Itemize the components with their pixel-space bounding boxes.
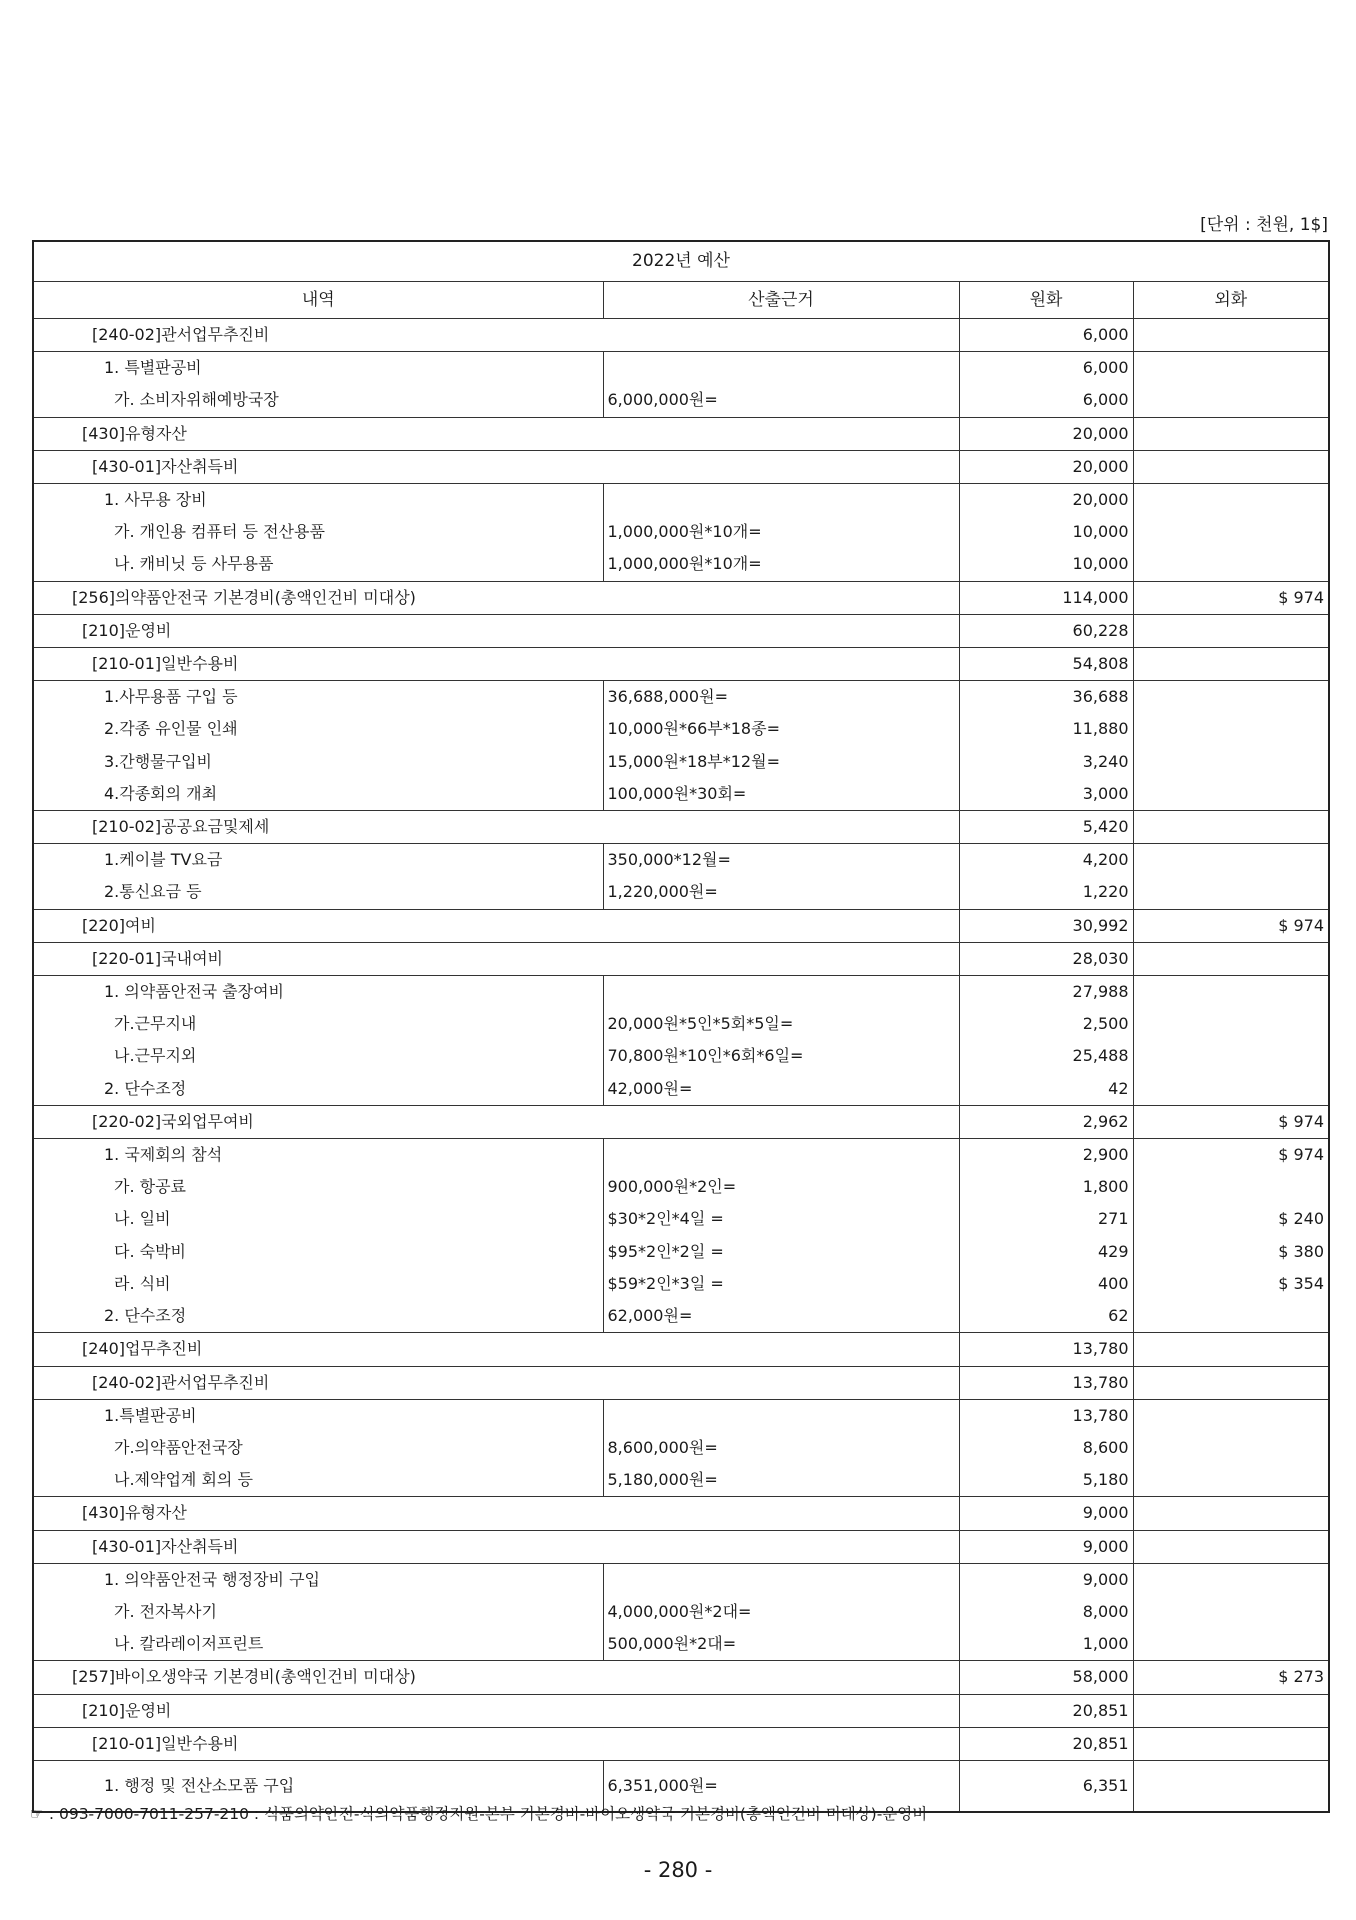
row-label: [210-01]일반수용비 bbox=[33, 648, 959, 681]
table-row bbox=[33, 1399, 1329, 1432]
table-row bbox=[33, 1203, 1329, 1235]
row-foreign-amount bbox=[1133, 1628, 1329, 1661]
row-basis: 6,351,000원= bbox=[603, 1760, 959, 1812]
row-krw-amount: 28,030 bbox=[959, 942, 1133, 975]
row-label: 2.통신요금 등 bbox=[33, 876, 603, 909]
row-basis: $59*2인*3일 = bbox=[603, 1268, 959, 1300]
row-label: 1.특별판공비 bbox=[33, 1399, 603, 1432]
row-foreign-amount bbox=[1133, 1040, 1329, 1072]
row-foreign-amount: $ 380 bbox=[1133, 1236, 1329, 1268]
row-basis bbox=[603, 484, 959, 517]
table-row bbox=[33, 1366, 1329, 1399]
row-foreign-amount bbox=[1133, 1727, 1329, 1760]
table-row bbox=[33, 1464, 1329, 1497]
row-foreign-amount bbox=[1133, 1530, 1329, 1563]
row-foreign-amount bbox=[1133, 811, 1329, 844]
table-row bbox=[33, 1236, 1329, 1268]
row-foreign-amount bbox=[1133, 1008, 1329, 1040]
table-row bbox=[33, 319, 1329, 352]
table-row bbox=[33, 1563, 1329, 1596]
row-label: 1.케이블 TV요금 bbox=[33, 844, 603, 877]
row-label: 라. 식비 bbox=[33, 1268, 603, 1300]
row-foreign-amount bbox=[1133, 548, 1329, 581]
row-basis: 8,600,000원= bbox=[603, 1432, 959, 1464]
row-basis: 1,000,000원*10개= bbox=[603, 548, 959, 581]
table-row bbox=[33, 352, 1329, 385]
row-basis bbox=[603, 1563, 959, 1596]
row-foreign-amount: $ 273 bbox=[1133, 1661, 1329, 1694]
row-label: [240]업무추진비 bbox=[33, 1333, 959, 1366]
row-foreign-amount bbox=[1133, 681, 1329, 714]
row-krw-amount: 13,780 bbox=[959, 1333, 1133, 1366]
row-krw-amount: 114,000 bbox=[959, 581, 1133, 614]
row-krw-amount: 58,000 bbox=[959, 1661, 1133, 1694]
row-krw-amount: 6,000 bbox=[959, 384, 1133, 417]
row-label: 1. 국제회의 참석 bbox=[33, 1139, 603, 1172]
table-row bbox=[33, 909, 1329, 942]
row-label: 가. 항공료 bbox=[33, 1171, 603, 1203]
row-label: 나. 일비 bbox=[33, 1203, 603, 1235]
row-label: 나.제약업계 회의 등 bbox=[33, 1464, 603, 1497]
table-row bbox=[33, 1727, 1329, 1760]
row-foreign-amount: $ 974 bbox=[1133, 1105, 1329, 1138]
row-basis: 5,180,000원= bbox=[603, 1464, 959, 1497]
table-row bbox=[33, 384, 1329, 417]
row-krw-amount: 20,000 bbox=[959, 417, 1133, 450]
row-foreign-amount: $ 240 bbox=[1133, 1203, 1329, 1235]
row-krw-amount: 5,180 bbox=[959, 1464, 1133, 1497]
row-krw-amount: 11,880 bbox=[959, 713, 1133, 745]
row-label: [240-02]관서업무추진비 bbox=[33, 1366, 959, 1399]
row-krw-amount: 8,600 bbox=[959, 1432, 1133, 1464]
row-label: 가.근무지내 bbox=[33, 1008, 603, 1040]
row-krw-amount: 13,780 bbox=[959, 1366, 1133, 1399]
row-basis: 42,000원= bbox=[603, 1073, 959, 1106]
row-basis bbox=[603, 352, 959, 385]
row-foreign-amount bbox=[1133, 1333, 1329, 1366]
row-basis: 100,000원*30회= bbox=[603, 778, 959, 811]
row-krw-amount: 10,000 bbox=[959, 548, 1133, 581]
row-foreign-amount: $ 354 bbox=[1133, 1268, 1329, 1300]
row-label: [257]바이오생약국 기본경비(총액인건비 미대상) bbox=[33, 1661, 959, 1694]
table-row bbox=[33, 1008, 1329, 1040]
header-foreign: 외화 bbox=[1133, 282, 1329, 319]
row-krw-amount: 20,851 bbox=[959, 1694, 1133, 1727]
row-foreign-amount bbox=[1133, 1073, 1329, 1106]
row-krw-amount: 36,688 bbox=[959, 681, 1133, 714]
row-krw-amount: 2,900 bbox=[959, 1139, 1133, 1172]
row-basis bbox=[603, 976, 959, 1009]
table-row bbox=[33, 1333, 1329, 1366]
table-row bbox=[33, 1268, 1329, 1300]
row-label: [430-01]자산취득비 bbox=[33, 1530, 959, 1563]
row-basis: 36,688,000원= bbox=[603, 681, 959, 714]
table-row bbox=[33, 1628, 1329, 1661]
row-foreign-amount bbox=[1133, 942, 1329, 975]
table-row bbox=[33, 548, 1329, 581]
row-krw-amount: 3,000 bbox=[959, 778, 1133, 811]
row-foreign-amount bbox=[1133, 352, 1329, 385]
row-label: 가. 전자복사기 bbox=[33, 1596, 603, 1628]
row-krw-amount: 2,500 bbox=[959, 1008, 1133, 1040]
table-row bbox=[33, 713, 1329, 745]
table-row bbox=[33, 811, 1329, 844]
row-krw-amount: 20,000 bbox=[959, 484, 1133, 517]
table-row bbox=[33, 1300, 1329, 1333]
row-krw-amount: 54,808 bbox=[959, 648, 1133, 681]
row-label: [430]유형자산 bbox=[33, 1497, 959, 1530]
row-krw-amount: 10,000 bbox=[959, 516, 1133, 548]
row-foreign-amount bbox=[1133, 746, 1329, 778]
row-krw-amount: 1,220 bbox=[959, 876, 1133, 909]
row-foreign-amount bbox=[1133, 1171, 1329, 1203]
row-foreign-amount bbox=[1133, 614, 1329, 647]
header-description: 내역 bbox=[33, 282, 603, 319]
row-krw-amount: 13,780 bbox=[959, 1399, 1133, 1432]
row-foreign-amount: $ 974 bbox=[1133, 909, 1329, 942]
table-row bbox=[33, 746, 1329, 778]
row-basis: 62,000원= bbox=[603, 1300, 959, 1333]
table-title: 2022년 예산 bbox=[33, 241, 1329, 282]
row-foreign-amount bbox=[1133, 1464, 1329, 1497]
table-row bbox=[33, 450, 1329, 483]
row-krw-amount: 25,488 bbox=[959, 1040, 1133, 1072]
row-krw-amount: 1,000 bbox=[959, 1628, 1133, 1661]
row-foreign-amount bbox=[1133, 1497, 1329, 1530]
table-row bbox=[33, 648, 1329, 681]
row-label: 다. 숙박비 bbox=[33, 1236, 603, 1268]
row-basis: 350,000*12월= bbox=[603, 844, 959, 877]
row-label: 1. 특별판공비 bbox=[33, 352, 603, 385]
row-krw-amount: 4,200 bbox=[959, 844, 1133, 877]
row-foreign-amount bbox=[1133, 1432, 1329, 1464]
row-basis: 4,000,000원*2대= bbox=[603, 1596, 959, 1628]
row-basis: $30*2인*4일 = bbox=[603, 1203, 959, 1235]
table-row bbox=[33, 681, 1329, 714]
row-foreign-amount bbox=[1133, 876, 1329, 909]
row-foreign-amount bbox=[1133, 778, 1329, 811]
row-foreign-amount bbox=[1133, 1596, 1329, 1628]
row-krw-amount: 30,992 bbox=[959, 909, 1133, 942]
row-foreign-amount bbox=[1133, 516, 1329, 548]
row-foreign-amount bbox=[1133, 1694, 1329, 1727]
row-basis: 900,000원*2인= bbox=[603, 1171, 959, 1203]
row-label: [256]의약품안전국 기본경비(총액인건비 미대상) bbox=[33, 581, 959, 614]
row-label: 1.사무용품 구입 등 bbox=[33, 681, 603, 714]
row-foreign-amount bbox=[1133, 1563, 1329, 1596]
table-row bbox=[33, 417, 1329, 450]
row-basis bbox=[603, 1399, 959, 1432]
row-krw-amount: 5,420 bbox=[959, 811, 1133, 844]
row-label: 2.각종 유인물 인쇄 bbox=[33, 713, 603, 745]
row-foreign-amount bbox=[1133, 648, 1329, 681]
row-label: [430-01]자산취득비 bbox=[33, 450, 959, 483]
table-row bbox=[33, 484, 1329, 517]
table-row bbox=[33, 942, 1329, 975]
row-label: 2. 단수조정 bbox=[33, 1073, 603, 1106]
row-krw-amount: 42 bbox=[959, 1073, 1133, 1106]
row-foreign-amount: $ 974 bbox=[1133, 1139, 1329, 1172]
row-basis: 500,000원*2대= bbox=[603, 1628, 959, 1661]
row-label: [210]운영비 bbox=[33, 614, 959, 647]
table-row bbox=[33, 1661, 1329, 1694]
row-label: [210-02]공공요금및제세 bbox=[33, 811, 959, 844]
row-krw-amount: 9,000 bbox=[959, 1563, 1133, 1596]
row-krw-amount: 400 bbox=[959, 1268, 1133, 1300]
page-number: - 280 - bbox=[643, 1858, 713, 1882]
table-row bbox=[33, 1432, 1329, 1464]
row-krw-amount: 6,351 bbox=[959, 1760, 1133, 1812]
row-krw-amount: 1,800 bbox=[959, 1171, 1133, 1203]
row-foreign-amount bbox=[1133, 844, 1329, 877]
row-krw-amount: 2,962 bbox=[959, 1105, 1133, 1138]
table-row bbox=[33, 614, 1329, 647]
row-label: 2. 단수조정 bbox=[33, 1300, 603, 1333]
row-foreign-amount bbox=[1133, 713, 1329, 745]
row-basis: 70,800원*10인*6회*6일= bbox=[603, 1040, 959, 1072]
row-krw-amount: 429 bbox=[959, 1236, 1133, 1268]
row-krw-amount: 8,000 bbox=[959, 1596, 1133, 1628]
row-krw-amount: 60,228 bbox=[959, 614, 1133, 647]
row-foreign-amount bbox=[1133, 417, 1329, 450]
row-label: [430]유형자산 bbox=[33, 417, 959, 450]
row-label: 3.간행물구입비 bbox=[33, 746, 603, 778]
row-basis: 1,220,000원= bbox=[603, 876, 959, 909]
row-foreign-amount bbox=[1133, 1300, 1329, 1333]
table-row bbox=[33, 1694, 1329, 1727]
row-foreign-amount bbox=[1133, 484, 1329, 517]
row-basis: 10,000원*66부*18종= bbox=[603, 713, 959, 745]
row-label: 나. 칼라레이저프린트 bbox=[33, 1628, 603, 1661]
row-label: [210-01]일반수용비 bbox=[33, 1727, 959, 1760]
row-krw-amount: 20,000 bbox=[959, 450, 1133, 483]
row-basis: 6,000,000원= bbox=[603, 384, 959, 417]
header-krw: 원화 bbox=[959, 282, 1133, 319]
row-label: 나. 캐비닛 등 사무용품 bbox=[33, 548, 603, 581]
row-label: 가. 소비자위해예방국장 bbox=[33, 384, 603, 417]
row-label: [220-02]국외업무여비 bbox=[33, 1105, 959, 1138]
table-row bbox=[33, 1040, 1329, 1072]
table-row bbox=[33, 1530, 1329, 1563]
unit-note: [단위 : 천원, 1$] bbox=[1200, 215, 1328, 235]
table-row bbox=[33, 1073, 1329, 1106]
row-foreign-amount bbox=[1133, 1760, 1329, 1812]
table-row bbox=[33, 976, 1329, 1009]
row-label: 4.각종회의 개최 bbox=[33, 778, 603, 811]
row-krw-amount: 62 bbox=[959, 1300, 1133, 1333]
table-row bbox=[33, 1497, 1329, 1530]
row-label: [240-02]관서업무추진비 bbox=[33, 319, 959, 352]
row-label: [220-01]국내여비 bbox=[33, 942, 959, 975]
row-krw-amount: 27,988 bbox=[959, 976, 1133, 1009]
row-label: 1. 행정 및 전산소모품 구입 bbox=[33, 1760, 603, 1812]
row-krw-amount: 9,000 bbox=[959, 1497, 1133, 1530]
row-basis: 1,000,000원*10개= bbox=[603, 516, 959, 548]
row-foreign-amount bbox=[1133, 1399, 1329, 1432]
row-foreign-amount bbox=[1133, 384, 1329, 417]
footnote: ☞ : 093-7000-7011-257-210 : 식품의약안전-식의약품행정지원-본부 기본경비-바이오생약국 기본경비(총액인건비 미대상)-운영비 bbox=[30, 1805, 928, 1823]
row-label: 1. 의약품안전국 행정장비 구입 bbox=[33, 1563, 603, 1596]
table-row bbox=[33, 1596, 1329, 1628]
budget-body bbox=[33, 319, 1329, 1812]
row-basis bbox=[603, 1139, 959, 1172]
table-row bbox=[33, 1171, 1329, 1203]
row-foreign-amount bbox=[1133, 450, 1329, 483]
table-row bbox=[33, 516, 1329, 548]
row-krw-amount: 20,851 bbox=[959, 1727, 1133, 1760]
row-krw-amount: 6,000 bbox=[959, 319, 1133, 352]
table-row bbox=[33, 844, 1329, 877]
row-krw-amount: 9,000 bbox=[959, 1530, 1133, 1563]
row-label: 가.의약품안전국장 bbox=[33, 1432, 603, 1464]
row-label: 가. 개인용 컴퓨터 등 전산용품 bbox=[33, 516, 603, 548]
table-row bbox=[33, 1105, 1329, 1138]
table-row bbox=[33, 876, 1329, 909]
table-row bbox=[33, 778, 1329, 811]
row-krw-amount: 271 bbox=[959, 1203, 1133, 1235]
row-label: [210]운영비 bbox=[33, 1694, 959, 1727]
row-foreign-amount bbox=[1133, 319, 1329, 352]
table-row bbox=[33, 1139, 1329, 1172]
row-label: 1. 사무용 장비 bbox=[33, 484, 603, 517]
budget-table bbox=[32, 240, 1330, 1813]
row-label: [220]여비 bbox=[33, 909, 959, 942]
row-krw-amount: 3,240 bbox=[959, 746, 1133, 778]
row-basis: 20,000원*5인*5회*5일= bbox=[603, 1008, 959, 1040]
row-krw-amount: 6,000 bbox=[959, 352, 1133, 385]
row-foreign-amount bbox=[1133, 1366, 1329, 1399]
row-label: 1. 의약품안전국 출장여비 bbox=[33, 976, 603, 1009]
row-foreign-amount bbox=[1133, 976, 1329, 1009]
row-basis: $95*2인*2일 = bbox=[603, 1236, 959, 1268]
table-row bbox=[33, 581, 1329, 614]
row-foreign-amount: $ 974 bbox=[1133, 581, 1329, 614]
row-label: 나.근무지외 bbox=[33, 1040, 603, 1072]
header-basis: 산출근거 bbox=[603, 282, 959, 319]
row-basis: 15,000원*18부*12월= bbox=[603, 746, 959, 778]
